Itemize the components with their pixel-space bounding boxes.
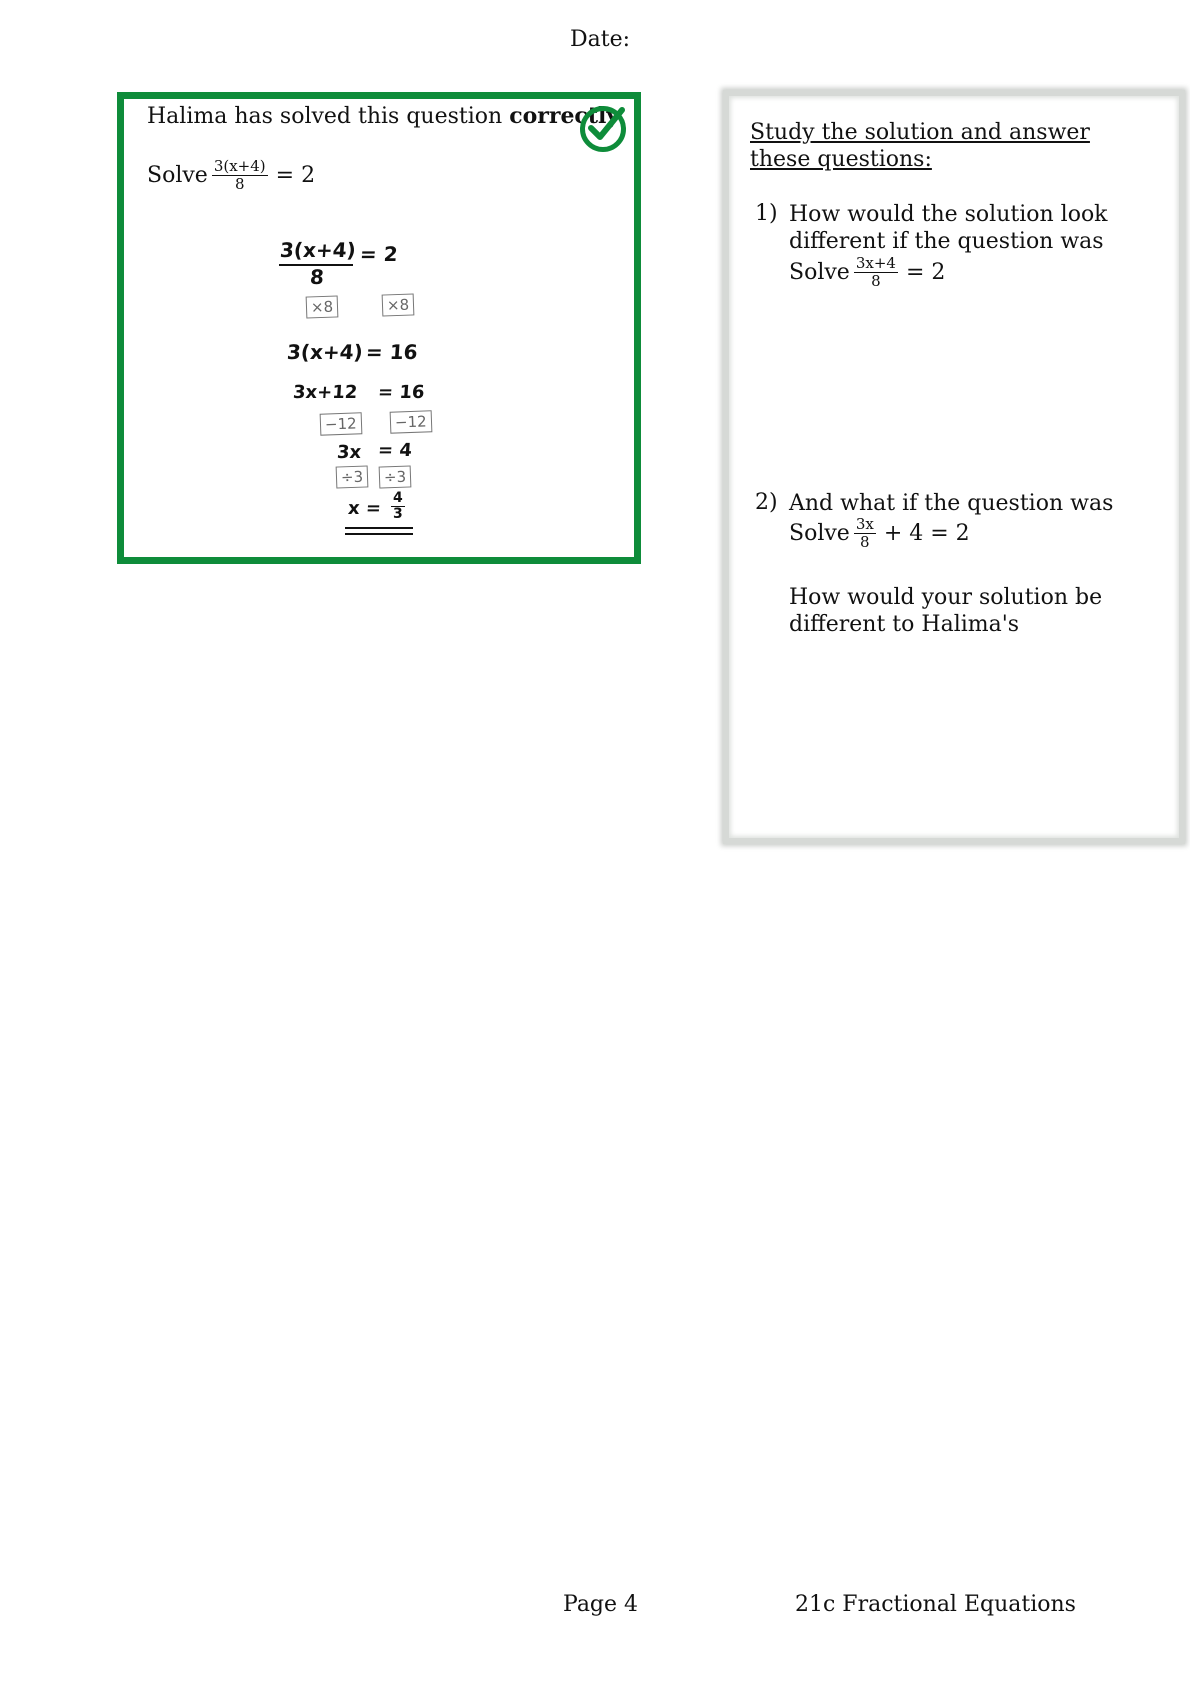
question-fraction (212, 158, 268, 194)
step1-op-right: ×8 (382, 293, 415, 316)
answer-underline-1 (345, 527, 413, 529)
question-2-number: 2) (755, 490, 778, 515)
step4-op-left: ÷3 (336, 465, 369, 488)
q1-solve-word: Solve (789, 260, 850, 286)
step4-op-right: ÷3 (379, 465, 412, 488)
q2-fraction (854, 516, 876, 552)
fraction-numerator: 3(x+4) (213, 157, 266, 175)
step4-lhs: 3x (336, 442, 362, 463)
date-label (570, 27, 757, 52)
question-1-equation (789, 255, 945, 291)
document-title: 21c Fractional Equations (795, 1592, 1076, 1617)
step1-numerator: 3(x+4) (279, 238, 357, 262)
question-1-text: How would the solution look different if the question was (789, 202, 1108, 254)
answer-denominator: 3 (393, 505, 403, 522)
q1-denominator: 8 (871, 272, 881, 291)
equation-rhs: = 2 (275, 163, 316, 189)
questions-heading: Study the solution and answer these questions: (750, 120, 1090, 172)
check-circle-icon (578, 104, 628, 154)
step4-rhs: = 4 (377, 440, 413, 461)
answer-lhs: x = (347, 498, 382, 519)
heading-bold: correctly (509, 103, 620, 129)
q2-numerator: 3x (855, 515, 874, 533)
answer-fraction (391, 491, 405, 521)
answer-underline-2 (345, 533, 413, 535)
step1-op-left: ×8 (306, 295, 339, 318)
question-1-answer-space[interactable] (789, 300, 1149, 480)
date-label-text: Date: (570, 27, 631, 52)
q1-numerator: 3x+4 (855, 254, 896, 272)
step1-rhs: = 2 (359, 242, 399, 266)
q2-denominator: 8 (860, 533, 870, 552)
q2-rest: + 4 = 2 (883, 521, 970, 547)
fraction-denominator: 8 (234, 175, 245, 194)
step2-lhs: 3(x+4) (286, 340, 364, 364)
worked-example-heading (147, 103, 619, 129)
solve-word: Solve (147, 163, 208, 189)
q1-fraction (854, 255, 898, 291)
question-2-equation (789, 516, 970, 552)
question-2-follow-up: How would your solution be different to Halima's (789, 585, 1103, 637)
q2-solve-word: Solve (789, 521, 850, 547)
step3-rhs: = 16 (377, 382, 426, 403)
step2-rhs: = 16 (365, 340, 419, 364)
worked-example-question (147, 158, 315, 194)
page-number: Page 4 (563, 1592, 639, 1617)
step3-op-right: −12 (390, 410, 432, 433)
question-2-answer-space[interactable] (789, 650, 1149, 830)
question-2-text: And what if the question was (789, 491, 1114, 516)
step3-lhs: 3x+12 (292, 382, 358, 403)
answer-numerator: 4 (393, 490, 403, 506)
step1-denominator: 8 (309, 265, 325, 289)
question-1-number: 1) (755, 201, 778, 226)
step3-op-left: −12 (320, 412, 362, 435)
q1-rhs: = 2 (905, 260, 946, 286)
heading-prefix: Halima has solved this question (147, 104, 510, 129)
